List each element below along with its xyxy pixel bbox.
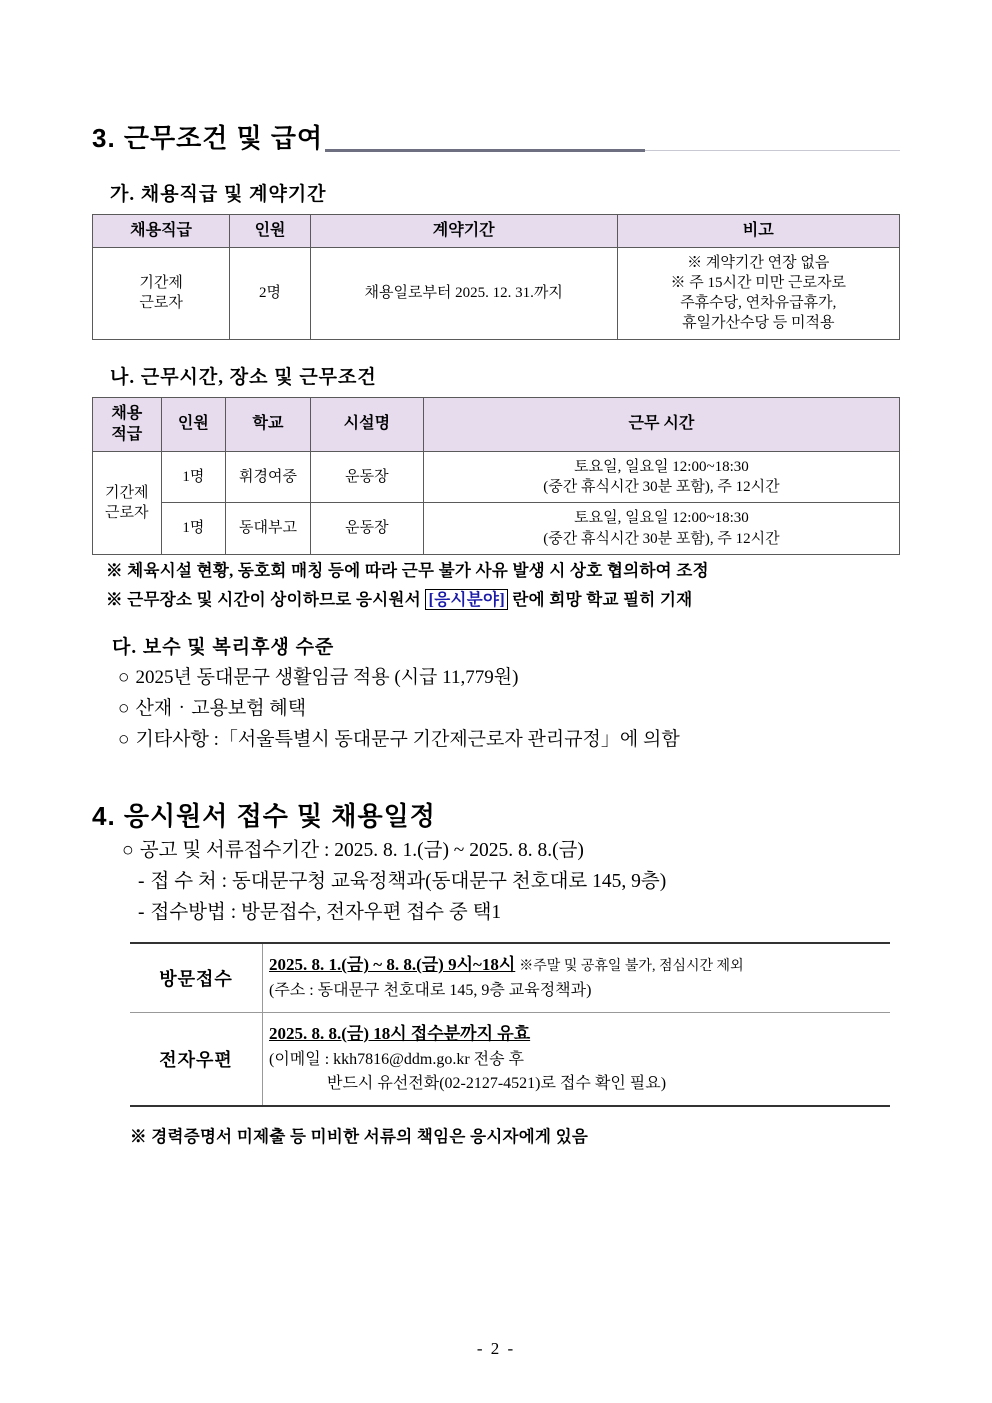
employment-grade-table: [92, 214, 900, 340]
section-3-heading: [92, 118, 900, 157]
list-item: [118, 663, 900, 694]
table-header-grade: 채용직급: [93, 215, 230, 248]
section-3-title: 3. 근무조건 및 급여: [92, 123, 324, 153]
circle-bullet-icon: ○: [118, 667, 130, 689]
section-3-underline: [325, 149, 645, 152]
cell-school: 휘경여중: [226, 451, 311, 503]
section-4-footnote: ※ 경력증명서 미제출 등 미비한 서류의 책임은 응시자에게 있음: [130, 1127, 589, 1147]
email-deadline-underlined: 2025. 8. 8.(금) 18시 접수분까지 유효: [269, 1023, 531, 1043]
table-row: [93, 503, 900, 555]
visit-period-underlined: 2025. 8. 1.(금) ~ 8. 8.(금) 9시~18시: [269, 955, 516, 975]
list-item: [118, 694, 900, 725]
row-label-email: 전자우편: [130, 1012, 263, 1106]
subsection-a-title: 가. 채용직급 및 계약기간: [110, 184, 327, 205]
page-number: - 2 -: [476, 1339, 516, 1358]
list-item-label: 2025년 동대문구 생활임금 적용 (시급 11,779원): [135, 667, 519, 689]
cell-count: 1명: [161, 451, 226, 503]
table-row: [130, 1012, 890, 1106]
table-row: [93, 451, 900, 503]
table-header-grade: 채용 적급: [93, 397, 162, 451]
subsection-b-title: 나. 근무시간, 장소 및 근무조건: [110, 366, 377, 388]
cell-worktime: [423, 451, 899, 503]
cell-facility: 운동장: [310, 451, 423, 503]
list-item-label: 공고 및 서류접수기간 : 2025. 8. 1.(금) ~ 2025. 8. 8.(금): [139, 839, 584, 861]
remarks-line-1: ※ 계약기간 연장 없음: [687, 254, 830, 271]
cell-remarks: [617, 247, 899, 339]
cell-facility: 운동장: [310, 503, 423, 555]
table-header-remarks: 비고: [617, 215, 899, 248]
visit-address: (주소 : 동대문구 천호대로 145, 9층 교육정책과): [269, 981, 592, 999]
email-confirm-line: 반드시 유선전화(02-2127-4521)로 접수 확인 필요): [327, 1075, 667, 1093]
section-4-title: 4. 응시원서 접수 및 채용일정: [92, 800, 436, 831]
application-info-list: [122, 835, 900, 929]
list-item-label: 기타사항 :「서울특별시 동대문구 기간제근로자 관리규정」에 의함: [135, 728, 680, 750]
submission-method-table: [130, 942, 890, 1107]
dash-bullet-icon: -: [138, 870, 145, 892]
table-row: [130, 943, 890, 1012]
worktime-line-2: (중간 휴식시간 30분 포함), 주 12시간: [543, 530, 780, 547]
cell-count: 2명: [230, 247, 311, 339]
cell-school: 동대부고: [226, 503, 311, 555]
remarks-line-4: 휴일가산수당 등 미적용: [682, 315, 835, 332]
list-item: [138, 866, 900, 897]
remarks-line-3: 주휴수당, 연차유급휴가,: [680, 295, 837, 312]
subsection-c-title: 다. 보수 및 복리후생 수준: [112, 637, 335, 659]
list-item-label: 접 수 처 : 동대문구청 교육정책과(동대문구 천호대로 145, 9층): [150, 870, 667, 892]
cell-worktime: [423, 503, 899, 555]
circle-bullet-icon: ○: [118, 698, 130, 720]
note-line-2-head: ※ 근무장소 및 시간이 상이하므로 응시원서: [106, 589, 421, 609]
list-item: [122, 835, 900, 866]
row-value-email: [263, 1012, 891, 1106]
table-row: [93, 397, 900, 451]
visit-period-note: ※주말 및 공휴일 불가, 점심시간 제외: [519, 959, 744, 975]
table-b-wrapper: [92, 397, 900, 555]
table-header-facility: 시설명: [310, 397, 423, 451]
table-header-worktime: 근무 시간: [423, 397, 899, 451]
table-row: [93, 247, 900, 339]
note-line-1: ※ 체육시설 현황, 동호회 매칭 등에 따라 근무 불가 사유 발생 시 상호 협의하여 조정: [106, 560, 709, 580]
section-3-rule: [645, 150, 900, 151]
circle-bullet-icon: ○: [118, 728, 130, 750]
list-item: [118, 725, 900, 756]
worktime-line-1: 토요일, 일요일 12:00~18:30: [574, 510, 749, 527]
list-item: [138, 897, 900, 928]
table-a-wrapper: [92, 214, 900, 340]
worktime-line-2: (중간 휴식시간 30분 포함), 주 12시간: [543, 479, 780, 496]
row-label-visit: 방문접수: [130, 943, 263, 1012]
row-value-visit: [263, 943, 891, 1012]
note-boxed-text: [응시분야]: [425, 589, 508, 610]
circle-bullet-icon: ○: [122, 839, 134, 861]
table-header-period: 계약기간: [310, 215, 617, 248]
cell-grade: 기간제 근로자: [93, 451, 162, 554]
remarks-line-2: ※ 주 15시간 미만 근로자로: [670, 274, 846, 291]
note-line-2-tail: 란에 희망 학교 필히 기재: [512, 589, 693, 609]
dash-bullet-icon: -: [138, 901, 145, 923]
list-item-label: 접수방법 : 방문접수, 전자우편 접수 중 택1: [150, 901, 502, 923]
cell-grade: 기간제 근로자: [93, 247, 230, 339]
table-header-school: 학교: [226, 397, 311, 451]
cell-period: 채용일로부터 2025. 12. 31.까지: [310, 247, 617, 339]
note-line-2: [106, 588, 900, 613]
worktime-line-1: 토요일, 일요일 12:00~18:30: [574, 458, 749, 475]
benefits-list: [118, 663, 900, 755]
table-header-count: 인원: [161, 397, 226, 451]
table-row: [93, 215, 900, 248]
section-4-heading: [92, 796, 900, 835]
email-address-line: (이메일 : kkh7816@ddm.go.kr 전송 후: [269, 1050, 525, 1068]
cell-count: 1명: [161, 503, 226, 555]
list-item-label: 산재‧고용보험 혜택: [135, 698, 307, 720]
work-schedule-table: [92, 397, 900, 555]
table-header-count: 인원: [230, 215, 311, 248]
